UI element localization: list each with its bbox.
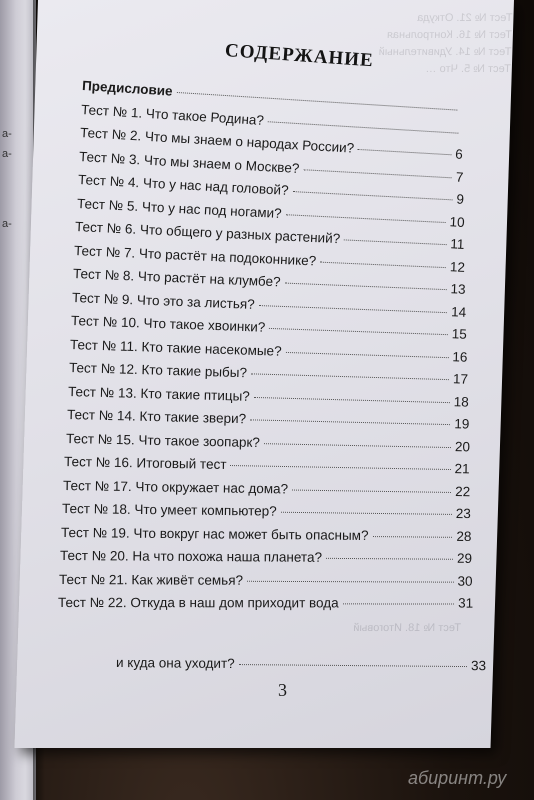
page-number: 3 xyxy=(278,680,287,700)
toc-entry-page: 10 xyxy=(448,213,465,230)
toc-leader-dots xyxy=(231,465,451,470)
toc-entry-text: Тест № 22. Откуда в наш дом приходит вода xyxy=(57,595,339,611)
toc-entry-page: 16 xyxy=(452,348,468,365)
toc-leader-dots xyxy=(263,443,450,448)
toc-entry-page: 12 xyxy=(449,258,466,275)
toc-entry-page: 13 xyxy=(450,281,467,297)
toc-leader-dots xyxy=(281,512,452,515)
toc-entry xyxy=(58,595,473,616)
toc-entry-text: Тест № 13. Кто такие птицы? xyxy=(67,383,250,404)
toc-leader-dots xyxy=(358,149,451,155)
toc-entry-text: Тест № 8. Что растёт на клумбе? xyxy=(72,266,282,290)
toc-entry xyxy=(59,572,473,594)
toc-entry-text: Тест № 9. Что это за листья? xyxy=(71,289,256,312)
toc-leader-dots xyxy=(239,664,467,667)
toc-entry-text: Тест № 16. Итоговый тест xyxy=(64,454,227,472)
bleed-through-text: Тест № 21. Откуда Тест № 16. Контрольная Тест № 14. Удивительный Тест № 5. Что … xyxy=(378,12,513,75)
toc-entry-page: 17 xyxy=(452,371,469,387)
bleed-through-text: Тест № 18. Итоговый xyxy=(353,622,462,634)
toc-entry-page: 23 xyxy=(455,505,472,522)
toc-entry-page: 6 xyxy=(454,146,463,162)
toc-leader-dots xyxy=(253,396,449,402)
page-title: СОДЕРЖАНИЕ xyxy=(224,40,375,72)
toc-entry-page: 15 xyxy=(451,326,468,342)
toc-leader-dots xyxy=(342,603,454,604)
toc-entry-text: Тест № 5. Что у нас под ногами? xyxy=(76,195,282,221)
toc-leader-dots xyxy=(250,419,450,425)
toc-entry-page: 28 xyxy=(456,528,472,544)
toc-entry-text: Предисловие xyxy=(81,78,174,99)
toc-entry-text: Тест № 21. Как живёт семья? xyxy=(58,571,243,588)
toc-entry-page: 14 xyxy=(450,303,467,320)
toc-entry-page: 30 xyxy=(457,573,473,589)
toc-entry-text: Тест № 18. Что умеет компьютер? xyxy=(62,501,277,519)
toc-leader-dots xyxy=(292,489,451,492)
toc-entry-page: 11 xyxy=(450,236,466,252)
toc-entry-page: 9 xyxy=(455,191,464,207)
toc-leader-dots xyxy=(303,169,452,178)
toc-leader-dots xyxy=(326,558,453,560)
left-page-fragment: а- xyxy=(2,148,12,160)
toc-entry-text: Тест № 14. Кто такие звери? xyxy=(66,407,246,427)
toc-entry-text: Тест № 12. Кто такие рыбы? xyxy=(68,360,248,381)
toc-leader-dots xyxy=(292,191,452,200)
toc-entry-page: 18 xyxy=(453,393,469,410)
toc-leader-dots xyxy=(269,328,448,335)
toc-entry-page: 21 xyxy=(454,461,471,477)
toc-entry xyxy=(61,525,472,549)
toc-entry-text: Тест № 2. Что мы знаем о народах России? xyxy=(79,125,355,156)
toc-entry-text: Тест № 15. Что такое зоопарк? xyxy=(65,430,260,450)
toc-entry-page: 22 xyxy=(455,483,471,499)
toc-leader-dots xyxy=(320,261,446,267)
toc-entry-page: 19 xyxy=(453,416,470,432)
toc-leader-dots xyxy=(345,239,447,245)
toc-entry-text: Тест № 19. Что вокруг нас может быть опасным? xyxy=(61,524,369,543)
toc-entry-text: Тест № 6. Что общего у разных растений? xyxy=(75,219,341,247)
toc-leader-dots xyxy=(285,351,448,357)
toc-entry-text: Тест № 4. Что у нас над головой? xyxy=(77,172,289,198)
toc-entry-text: и куда она уходит? xyxy=(115,655,235,672)
toc-entry-text: Тест № 11. Кто такие насекомые? xyxy=(69,336,282,359)
toc-entry-text: Тест № 10. Что такое хвоинки? xyxy=(70,313,266,335)
toc-entry-page: 31 xyxy=(457,595,473,611)
toc-entry-text: Тест № 20. На что похожа наша планета? xyxy=(59,548,323,565)
toc-leader-dots xyxy=(285,283,447,291)
toc-entry-page: 33 xyxy=(470,658,487,674)
left-page-fragment: а- xyxy=(2,218,12,230)
toc-continuation-line xyxy=(116,655,486,678)
toc-entry-page: 7 xyxy=(455,169,464,185)
left-page-fragment: а- xyxy=(2,128,12,140)
toc-leader-dots xyxy=(251,373,449,380)
toc-leader-dots xyxy=(285,214,445,223)
toc-leader-dots xyxy=(268,121,458,133)
toc-leader-dots xyxy=(373,536,453,538)
toc-entry-text: Тест № 7. Что растёт на подоконнике? xyxy=(74,242,317,268)
toc-entry xyxy=(60,548,472,571)
toc-entry-text: Тест № 17. Что окружает нас дома? xyxy=(63,477,289,496)
toc-entry-text: Тест № 1. Что такое Родина? xyxy=(80,101,265,128)
toc-leader-dots xyxy=(247,580,454,582)
toc-leader-dots xyxy=(259,305,448,313)
toc-entry-page: 29 xyxy=(456,550,473,566)
toc-entry-page: 20 xyxy=(454,438,470,454)
watermark: абиринт.ру xyxy=(408,768,507,788)
toc-entry-text: Тест № 3. Что мы знаем о Москве? xyxy=(78,148,300,176)
